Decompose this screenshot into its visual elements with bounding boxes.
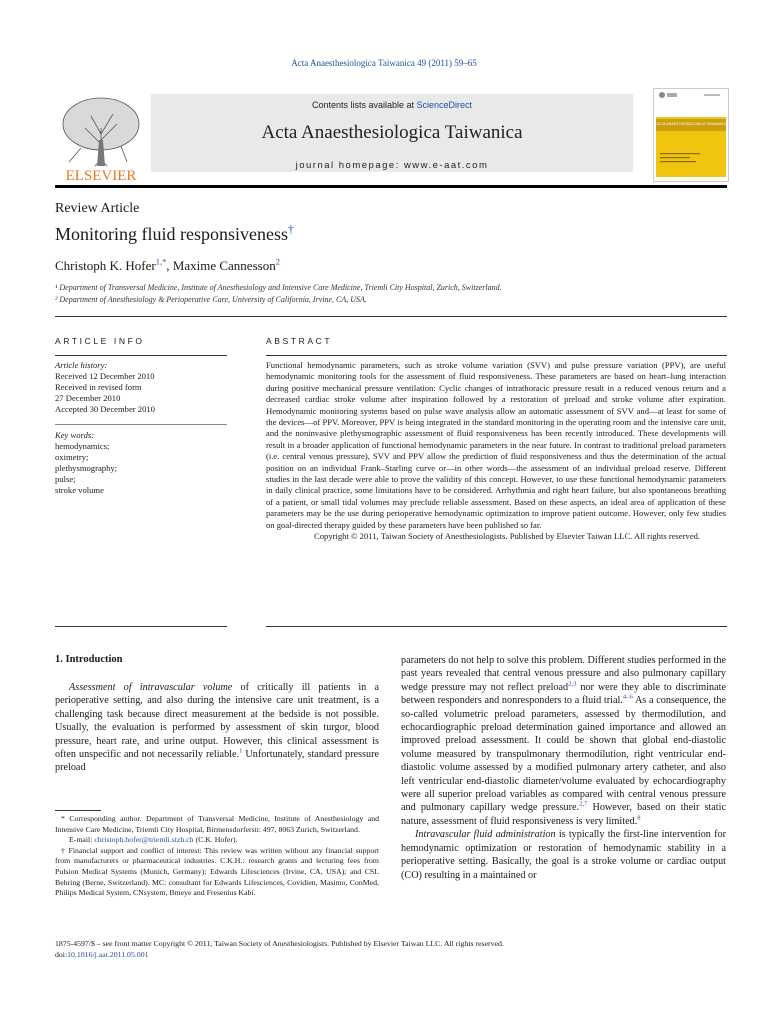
cover-text-icon — [656, 117, 726, 177]
emphasis: Assessment of intravascular volume — [69, 682, 233, 693]
article-type: Review Article — [55, 201, 140, 216]
history-line: 27 December 2010 — [55, 393, 121, 403]
section-heading: 1. Introduction — [55, 654, 123, 665]
keywords — [55, 430, 227, 496]
footnotes — [55, 814, 379, 899]
divider — [55, 355, 227, 356]
abstract — [266, 360, 726, 543]
text-run: nor were they able to discriminate between responders and nonresponders to a fluid trial. — [401, 681, 726, 707]
text-run: As a consequence, the so-called volumetric preload parameters, assessed by thermodilution, and echocardiographic preload determination gained importance and allowed an improved preload assessment. It could be shown that global end-diastolic volume measured by transpulmonary thermodilution, right ventricular end-diastolic volume assessed by a modified pulmonary artery catheter, and also left ventricular end-diastolic diameter/volume evaluated by echocardiography were all superior preload variables as compared with central venous pressure and pulmonary capillary wedge pressure. — [401, 695, 726, 814]
journal-homepage[interactable]: journal homepage: www.e-aat.com — [295, 160, 489, 171]
abstract-copyright: Copyright © 2011, Taiwan Society of Anesthesiologists. Published by Elsevier Taiwan LLC. All rights reserved. — [314, 531, 701, 542]
article-title — [55, 224, 294, 245]
doi-line — [55, 949, 727, 960]
divider — [266, 355, 727, 356]
keyword: pulse; — [55, 474, 76, 484]
article-info-heading: ARTICLE INFO — [55, 336, 145, 346]
history-line: Received in revised form — [55, 382, 142, 392]
journal-citation[interactable]: Acta Anaesthesiologica Taiwanica 49 (2011) 59–65 — [291, 58, 477, 68]
cover-panel — [656, 117, 726, 177]
email-label: E-mail: — [69, 835, 95, 845]
author-name[interactable]: Christoph K. Hofer — [55, 258, 156, 273]
email-link[interactable]: christoph.hofer@triemli.stzh.ch — [94, 835, 194, 845]
cover-logo-icon — [654, 89, 728, 115]
cover-top — [654, 89, 728, 115]
page-footer — [55, 938, 727, 960]
doi-link[interactable]: 10.1016/j.aat.2011.05.001 — [67, 950, 149, 959]
reference-link[interactable]: 8 — [637, 814, 641, 822]
body-paragraph — [55, 681, 379, 775]
author-name[interactable]: Maxime Cannesson — [172, 258, 276, 273]
divider — [55, 316, 727, 317]
text-run: Unfortunately, standard pressure preload — [55, 749, 379, 774]
title-footnote-mark[interactable]: † — [287, 223, 294, 236]
journal-cover-thumbnail[interactable] — [653, 88, 729, 182]
body-left-column — [55, 681, 379, 775]
elsevier-tree-icon — [55, 88, 147, 184]
affiliation: ² Department of Anesthesiology & Perioperative Care, University of California, Irvine, CA, USA. — [55, 295, 367, 304]
history-line: Received 12 December 2010 — [55, 371, 155, 381]
contents-line — [151, 100, 633, 110]
footnote: * Corresponding author. Department of Transversal Medicine, Institute of Anesthesiology and Intensive Care Medicine, Triemli City Hospital, Birmensdorferstr. 497, 8063 Zurich, Switzerland. — [55, 814, 379, 834]
emphasis: Intravascular fluid administration — [415, 829, 556, 841]
body-paragraph — [401, 828, 726, 882]
journal-title: Acta Anaesthesiologica Taiwanica — [261, 122, 523, 143]
author-affiliation-mark[interactable]: 2 — [275, 256, 280, 267]
issn-line: 1875-4597/$ – see front matter Copyright © 2011, Taiwan Society of Anesthesiologists. Published by Elsevier Taiwan LLC. All rights reserved. — [55, 939, 504, 948]
affiliation: ¹ Department of Transversal Medicine, Institute of Anesthesiology and Intensive Care Medicine, Triemli City Hospital, Zurich, Switzerland. — [55, 283, 502, 292]
footnote — [55, 835, 379, 846]
contents-prefix: Contents lists available at — [311, 100, 417, 110]
elsevier-wordmark: ELSEVIER — [65, 168, 137, 184]
body-right-column — [401, 654, 726, 882]
keyword: hemodynamics; — [55, 441, 110, 451]
divider — [55, 626, 227, 627]
keyword: stroke volume — [55, 485, 104, 495]
abstract-heading: ABSTRACT — [266, 336, 333, 346]
history-line: Accepted 30 December 2010 — [55, 404, 155, 414]
doi-label: doi: — [55, 950, 68, 959]
article-title-text: Monitoring fluid responsiveness — [55, 224, 288, 244]
divider — [266, 626, 727, 627]
reference-link[interactable]: 2,3 — [568, 680, 577, 688]
author-affiliation-mark[interactable]: 1,* — [155, 256, 167, 267]
footnote-rule — [55, 810, 101, 811]
author-separator: , — [166, 258, 173, 273]
text-run: of critically ill patients in a perioperative setting, and also during the intensive care unit treatment, is a challenging task because direct measurement at the bedside is not possible. Usually, the evaluation is performed by assessment of skin turgor, blood pressure, heart rate, and urine output. However, this clinical assessment is often unspecific and not necessarily reliable. — [55, 682, 379, 761]
journal-banner — [55, 88, 727, 184]
text-run: However, based on their static nature, assessment of fluid responsiveness is very limited. — [401, 802, 726, 827]
reference-link[interactable]: 2,7 — [579, 801, 588, 809]
sciencedirect-link[interactable]: ScienceDirect — [416, 100, 473, 110]
footnote: † Financial support and conflict of interest: This review was written without any financial support from manufacturers or pharmaceutical industries. C.K.H.: research grants and lecturing fees from Pulsion Medical Systems (Munich, Germany); Edwards Lifesciences (Irvine, CA, USA); and CSL Behring (Berne, Switzerland). MC: consultant for Edwards Lifesciences, Covidien, Masimo, ConMed, Philips Medical System, CNsystem, Bmeye and Fresenius Kabi. — [55, 845, 379, 898]
reference-link[interactable]: 1 — [239, 747, 243, 755]
reference-link[interactable]: 4–6 — [622, 693, 633, 701]
history-label: Article history: — [55, 360, 108, 370]
cover-title: ACTA ANAESTHESIOLOGICA TAIWANICA — [656, 122, 726, 126]
keyword: plethysmography; — [55, 463, 118, 473]
elsevier-logo[interactable] — [55, 88, 147, 184]
body-paragraph — [401, 654, 726, 828]
author-list — [55, 258, 280, 274]
keyword: oximetry; — [55, 452, 89, 462]
text-run: parameters do not help to solve this problem. Different studies performed in the past years revealed that central venous pressure and also pulmonary capillary wedge pressure may not reflect preload — [401, 655, 726, 693]
keywords-label: Key words: — [55, 430, 95, 440]
email-suffix: (C.K. Hofer). — [193, 835, 238, 845]
article-history — [55, 360, 227, 415]
text-run: is typically the first-line intervention for hemodynamic optimization or restoration of hemodynamic stability in a perioperative setting. Basically, the goal is a stroke volume or cardiac output (CO) resulting in a maintained or — [401, 829, 727, 881]
header-rule — [55, 185, 727, 188]
divider — [55, 424, 227, 425]
abstract-text: Functional hemodynamic parameters, such as stroke volume variation (SVV) and pulse pressure variation (PPV), are useful hemodynamic monitoring tools for the assessment of fluid responsiveness. These parameters are based on heart–lung interaction during positive mechanical pressure ventilation: Cyclic changes of intrathoracic pressure result in a reduced venous return and a decreased cardiac stroke volume after inspiration followed by a restoration of preload and stroke volume after expiration. Hemodynamic monitoring systems based on pulse wave analysis allow an automatic assessment of SVV and—at least for some of the devices—of PPV. Moreover, PPV is being integrated in the standard monitoring in the operating room and the intensive care unit, and the noninvasive plethysmographic assessment of fluid responsiveness has been recently introduced. These developments will result in a broader application of functional hemodynamic parameters in the near future. In contrast to traditional preload parameters (i.e. central venous pressure), SVV and PPV allow the prediction of fluid responsiveness and thus the determination of the actual position on an individual Frank–Starling curve or—in other words—the assessment of an individual preload reserve. Different studies in the last decade were able to prove the validity of this concept. However, to use these functional hemodynamic parameters in daily clinical practice, some limitations have to be considered. Arrhythmia and right heart failure, but also spontaneous breathing of a patient, or small tidal volumes may preclude reliable assessment. Based on these aspects, an ideal area of application of these parameters may be the use during perioperative hemodynamic optimization to improve patient outcome. However, only few studies on goal-directed therapy guided by these parameters have been published so far. — [266, 360, 726, 530]
